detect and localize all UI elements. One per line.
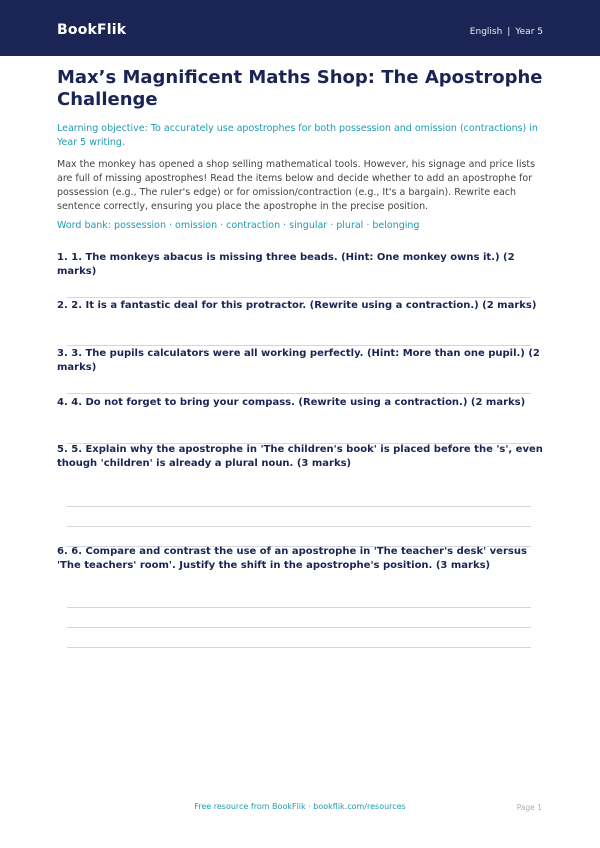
subject-label: English: [469, 27, 503, 37]
question-2: 2. 2. It is a fantastic deal for this protractor. (Rewrite using a contraction.) (2 marks): [57, 300, 537, 311]
word-bank: Word bank: possession · omission · contraction · singular · plural · belonging: [57, 220, 420, 231]
brand-logo[interactable]: BookFlik: [57, 22, 127, 38]
answer-line-2[interactable]: [67, 345, 531, 346]
question-1: 1. 1. The monkeys abacus is missing three beads. (Hint: One monkey owns it.) (2 marks): [57, 252, 515, 277]
year-label: Year 5: [515, 27, 543, 37]
answer-line-1[interactable]: [67, 297, 531, 298]
question-3: 3. 3. The pupils calculators were all working perfectly. (Hint: More than one pupil.) (2 marks): [57, 348, 540, 373]
header-meta: [470, 27, 543, 37]
worksheet-title: Max’s Magnificent Maths Shop: The Apostrophe Challenge: [57, 67, 543, 110]
question-5: 5. 5. Explain why the apostrophe in 'The children's book' is placed before the 's', even though 'children' is already a plural noun. (3 marks): [57, 444, 543, 469]
answer-line-3[interactable]: [67, 393, 531, 394]
page-number: Page 1: [516, 803, 542, 812]
footer-text[interactable]: Free resource from BookFlik · bookflik.com/resources: [194, 802, 406, 811]
learning-objective: Learning objective: To accurately use apostrophes for both possession and omission (contractions) in Year 5 writing.: [57, 123, 538, 148]
answer-line-5b[interactable]: [67, 526, 531, 527]
header-bar: [0, 0, 600, 56]
answer-line-6c[interactable]: [67, 647, 531, 648]
question-6: 6. 6. Compare and contrast the use of an apostrophe in 'The teacher's desk' versus 'The teachers' room'. Justify the shift in the apostrophe's position. (3 marks): [57, 546, 527, 571]
answer-line-6a[interactable]: [67, 607, 531, 608]
answer-line-6b[interactable]: [67, 627, 531, 628]
intro-paragraph: Max the monkey has opened a shop selling mathematical tools. However, his signage and price lists are full of missing apostrophes! Read the items below and decide whether to add an apostrophe for possession (e.g., The ruler's edge) or for omission/contraction (e.g., It's a bargain). Rewrite each sentence correctly, ensuring you place the apostrophe in the precise position.: [57, 159, 536, 212]
header-separator: |: [507, 27, 511, 37]
question-4: 4. 4. Do not forget to bring your compass. (Rewrite using a contraction.) (2 marks): [57, 397, 526, 408]
answer-line-5a[interactable]: [67, 506, 531, 507]
